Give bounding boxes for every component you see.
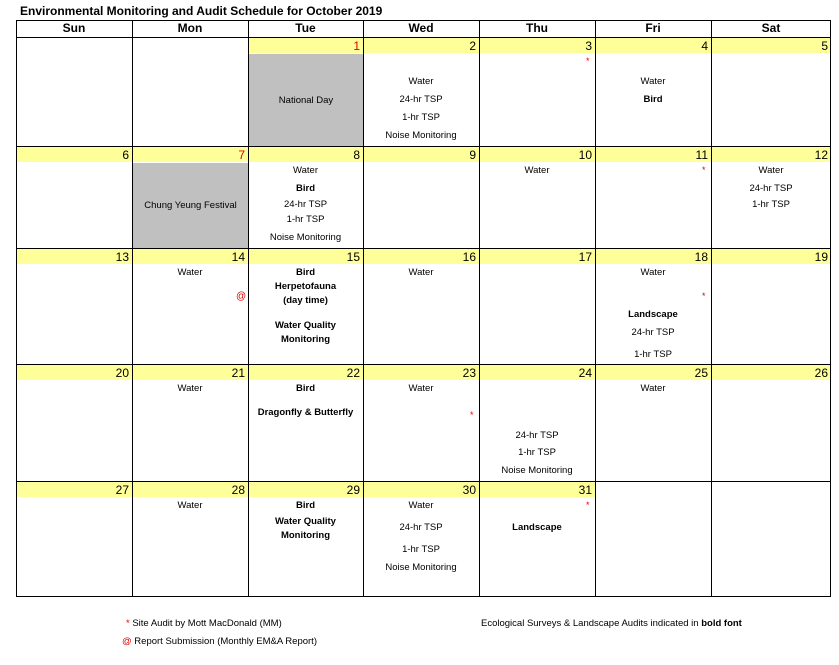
- event-item: Water: [758, 165, 784, 176]
- event-item: Water: [177, 500, 203, 511]
- event-item: Bird: [296, 267, 315, 278]
- day-number-22: 22: [248, 365, 363, 380]
- weekday-header-fri: Fri: [645, 21, 661, 35]
- event-item: 24-hr TSP: [631, 327, 675, 338]
- day-number-11: 11: [595, 147, 711, 162]
- event-item: 1-hr TSP: [402, 112, 440, 123]
- legend-report-submission: [122, 636, 317, 647]
- event-item: Monitoring: [280, 334, 331, 345]
- event-item: Water: [408, 267, 434, 278]
- day-number-25: 25: [595, 365, 711, 380]
- day-number-3: 3: [479, 38, 595, 53]
- legend-note-text: Ecological Surveys & Landscape Audits indicated in: [481, 618, 702, 629]
- calendar-grid: [16, 20, 831, 597]
- day-number-23: 23: [363, 365, 479, 380]
- event-item: 1-hr TSP: [402, 544, 440, 555]
- legend-report-text: Report Submission (Monthly EM&A Report): [134, 636, 317, 647]
- grid-vline: [248, 20, 249, 597]
- grid-vline: [363, 20, 364, 597]
- weekday-header-tue: Tue: [295, 21, 316, 35]
- event-item: Bird: [296, 183, 315, 194]
- event-item: 24-hr TSP: [399, 522, 443, 533]
- event-item: Noise Monitoring: [501, 465, 573, 476]
- holiday-cell: Chung Yeung Festival: [133, 163, 248, 248]
- site-audit-marker: *: [702, 165, 706, 175]
- event-item: 24-hr TSP: [283, 199, 328, 210]
- event-item: 1-hr TSP: [286, 214, 325, 225]
- event-item: Water: [640, 76, 666, 87]
- event-item: Water: [177, 267, 203, 278]
- day-number-19: 19: [711, 249, 831, 264]
- day-number-13: 13: [16, 249, 132, 264]
- event-item: Noise Monitoring: [385, 562, 457, 573]
- event-item: Landscape: [628, 309, 678, 320]
- weekday-header-sat: Sat: [761, 21, 781, 35]
- day-number-29: 29: [248, 482, 363, 497]
- day-number-10: 10: [479, 147, 595, 162]
- event-item: Monitoring: [280, 530, 331, 541]
- site-audit-marker: *: [702, 291, 706, 301]
- event-item: 24-hr TSP: [515, 430, 559, 441]
- event-item: Noise Monitoring: [269, 232, 342, 243]
- holiday-cell: National Day: [249, 54, 363, 146]
- grid-vline: [16, 20, 17, 597]
- day-number-24: 24: [479, 365, 595, 380]
- event-item: Water Quality: [275, 320, 336, 331]
- day-number-2: 2: [363, 38, 479, 53]
- day-number-1: 1: [248, 38, 363, 53]
- grid-vline: [479, 20, 480, 597]
- event-item: Herpetofauna: [274, 281, 337, 292]
- weekday-header-thu: Thu: [526, 21, 548, 35]
- day-number-17: 17: [479, 249, 595, 264]
- event-item: Dragonfly & Butterfly: [257, 407, 354, 418]
- day-number-4: 4: [595, 38, 711, 53]
- event-item: Landscape: [512, 522, 562, 533]
- grid-hline: [16, 481, 831, 482]
- event-item: 1-hr TSP: [518, 447, 556, 458]
- weekday-header-wed: Wed: [408, 21, 434, 35]
- grid-vline: [711, 20, 712, 597]
- event-item: Water: [408, 500, 434, 511]
- event-item: (day time): [283, 295, 328, 306]
- legend-site-audit: [126, 618, 282, 629]
- event-item: Bird: [643, 94, 663, 105]
- site-audit-marker: *: [470, 410, 474, 420]
- day-number-9: 9: [363, 147, 479, 162]
- weekday-header-mon: Mon: [177, 21, 203, 35]
- day-number-15: 15: [248, 249, 363, 264]
- grid-hline: [16, 37, 831, 38]
- legend-site-audit-text: Site Audit by Mott MacDonald (MM): [132, 618, 282, 629]
- event-item: 24-hr TSP: [749, 183, 793, 194]
- event-item: Water: [640, 383, 666, 394]
- grid-hline: [16, 20, 831, 21]
- day-number-8: 8: [248, 147, 363, 162]
- day-number-16: 16: [363, 249, 479, 264]
- grid-hline: [16, 364, 831, 365]
- grid-vline: [830, 20, 831, 597]
- site-audit-marker: *: [586, 56, 590, 66]
- grid-hline: [16, 146, 831, 147]
- day-number-31: 31: [479, 482, 595, 497]
- event-item: Water: [293, 165, 318, 176]
- day-number-14: 14: [132, 249, 248, 264]
- day-number-28: 28: [132, 482, 248, 497]
- day-number-5: 5: [711, 38, 831, 53]
- legend-bold-note: [481, 618, 742, 629]
- day-number-12: 12: [711, 147, 831, 162]
- grid-vline: [132, 20, 133, 597]
- event-item: Water: [408, 76, 434, 87]
- legend-note-bold: bold font: [701, 618, 742, 629]
- grid-hline: [16, 596, 831, 597]
- event-item: 1-hr TSP: [634, 349, 672, 360]
- day-number-30: 30: [363, 482, 479, 497]
- day-number-26: 26: [711, 365, 831, 380]
- at-symbol: @: [122, 636, 132, 647]
- weekday-header-sun: Sun: [62, 21, 86, 35]
- page-title: Environmental Monitoring and Audit Schedule for October 2019: [20, 4, 383, 18]
- event-item: Bird: [296, 383, 315, 394]
- star-symbol: *: [126, 618, 130, 629]
- event-item: Water: [177, 383, 203, 394]
- day-number-27: 27: [16, 482, 132, 497]
- event-item: Bird: [296, 500, 315, 511]
- report-submission-marker: @: [236, 291, 247, 302]
- event-item: 24-hr TSP: [399, 94, 443, 105]
- day-number-21: 21: [132, 365, 248, 380]
- day-number-20: 20: [16, 365, 132, 380]
- event-item: Water: [524, 165, 550, 176]
- event-item: Water Quality: [275, 516, 336, 527]
- event-item: 1-hr TSP: [752, 199, 790, 210]
- site-audit-marker: *: [586, 500, 590, 510]
- event-item: Water: [640, 267, 666, 278]
- event-item: Noise Monitoring: [385, 130, 457, 141]
- grid-hline: [16, 248, 831, 249]
- day-number-6: 6: [16, 147, 132, 162]
- grid-vline: [595, 20, 596, 597]
- event-item: Water: [408, 383, 434, 394]
- day-number-18: 18: [595, 249, 711, 264]
- day-number-7: 7: [132, 147, 248, 162]
